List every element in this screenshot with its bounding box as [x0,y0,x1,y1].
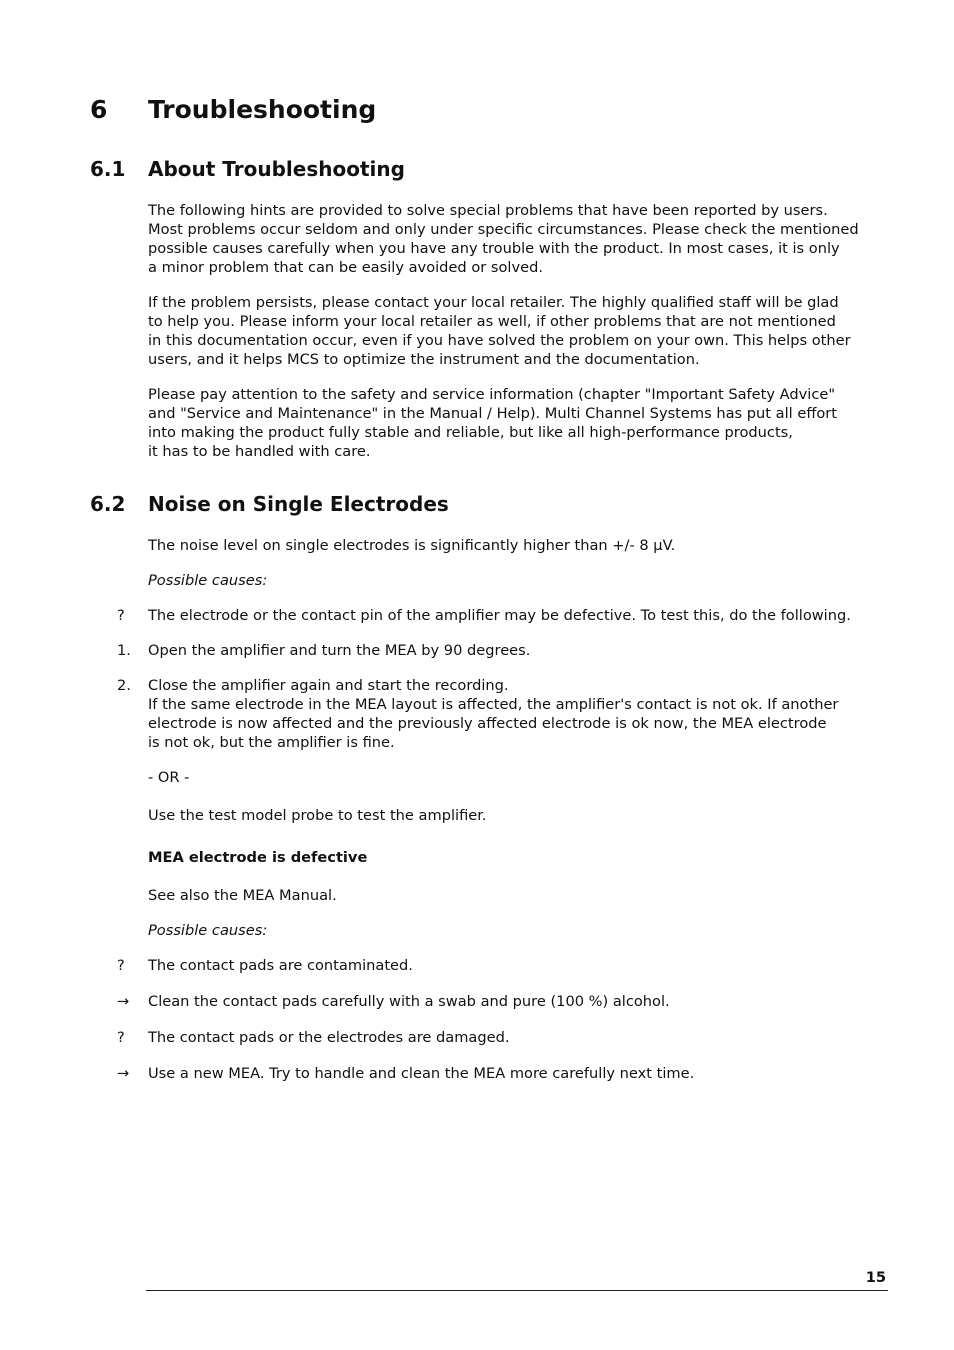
question-marker: ? [117,607,125,624]
footer-divider [146,1290,888,1291]
arrow-right-icon: → [117,993,130,1010]
or-separator: - OR - [148,769,190,786]
section-number: 6.2 [90,492,126,516]
step-open-amplifier: Open the amplifier and turn the MEA by 90 degrees. [148,642,531,659]
cause-contaminated: The contact pads are contaminated. [148,957,413,974]
see-also-text: See also the MEA Manual. [148,887,337,904]
remedy-clean-pads: Clean the contact pads carefully with a swab and pure (100 %) alcohol. [148,993,670,1010]
possible-causes-label: Possible causes: [148,572,268,589]
chapter-title: Troubleshooting [148,95,377,124]
noise-intro: The noise level on single electrodes is significantly higher than +/- 8 µV. [148,537,676,554]
section-title: About Troubleshooting [148,157,405,181]
chapter-number: 6 [90,95,108,124]
test-probe-text: Use the test model probe to test the amplifier. [148,807,487,824]
step-number: 2. [117,677,131,694]
page-number: 15 [865,1269,886,1286]
section-title: Noise on Single Electrodes [148,492,449,516]
subheading-mea-defective: MEA electrode is defective [148,849,368,866]
step-close-amplifier: Close the amplifier again and start the recording. If the same electrode in the MEA layout is affected, the amplifier's contact is not ok. If another electrode is now affected and the previously affected electrode is ok now, the MEA electrode is not ok, but the amplifier is fine. [148,677,839,751]
arrow-right-icon: → [117,1065,130,1082]
paragraph-safety: Please pay attention to the safety and service information (chapter "Important Safety Advice" and "Service and Maintenance" in the Manual / Help). Multi Channel Systems has put all effort into making the product fully stable and reliable, but like all high-performance products, it has to be handled with care. [148,386,838,460]
possible-causes-label: Possible causes: [148,922,268,939]
step-number: 1. [117,642,131,659]
section-number: 6.1 [90,157,126,181]
paragraph-hints: The following hints are provided to solve special problems that have been reported by users. Most problems occur seldom and only under specific circumstances. Please check the mentioned possible causes carefully when you have any trouble with the product. In most cases, it is only a minor problem that can be easily avoided or solved. [148,202,859,276]
cause-damaged: The contact pads or the electrodes are damaged. [148,1029,510,1046]
remedy-new-mea: Use a new MEA. Try to handle and clean the MEA more carefully next time. [148,1065,695,1082]
question-marker: ? [117,957,125,974]
cause-defective-pin: The electrode or the contact pin of the amplifier may be defective. To test this, do the following. [148,607,851,624]
question-marker: ? [117,1029,125,1046]
paragraph-contact-retailer: If the problem persists, please contact your local retailer. The highly qualified staff will be glad to help you. Please inform your local retailer as well, if other problems that are not mentioned in this documentation occur, even if you have solved the problem on your own. This helps other users, and it helps MCS to optimize the instrument and the documentation. [148,294,851,368]
